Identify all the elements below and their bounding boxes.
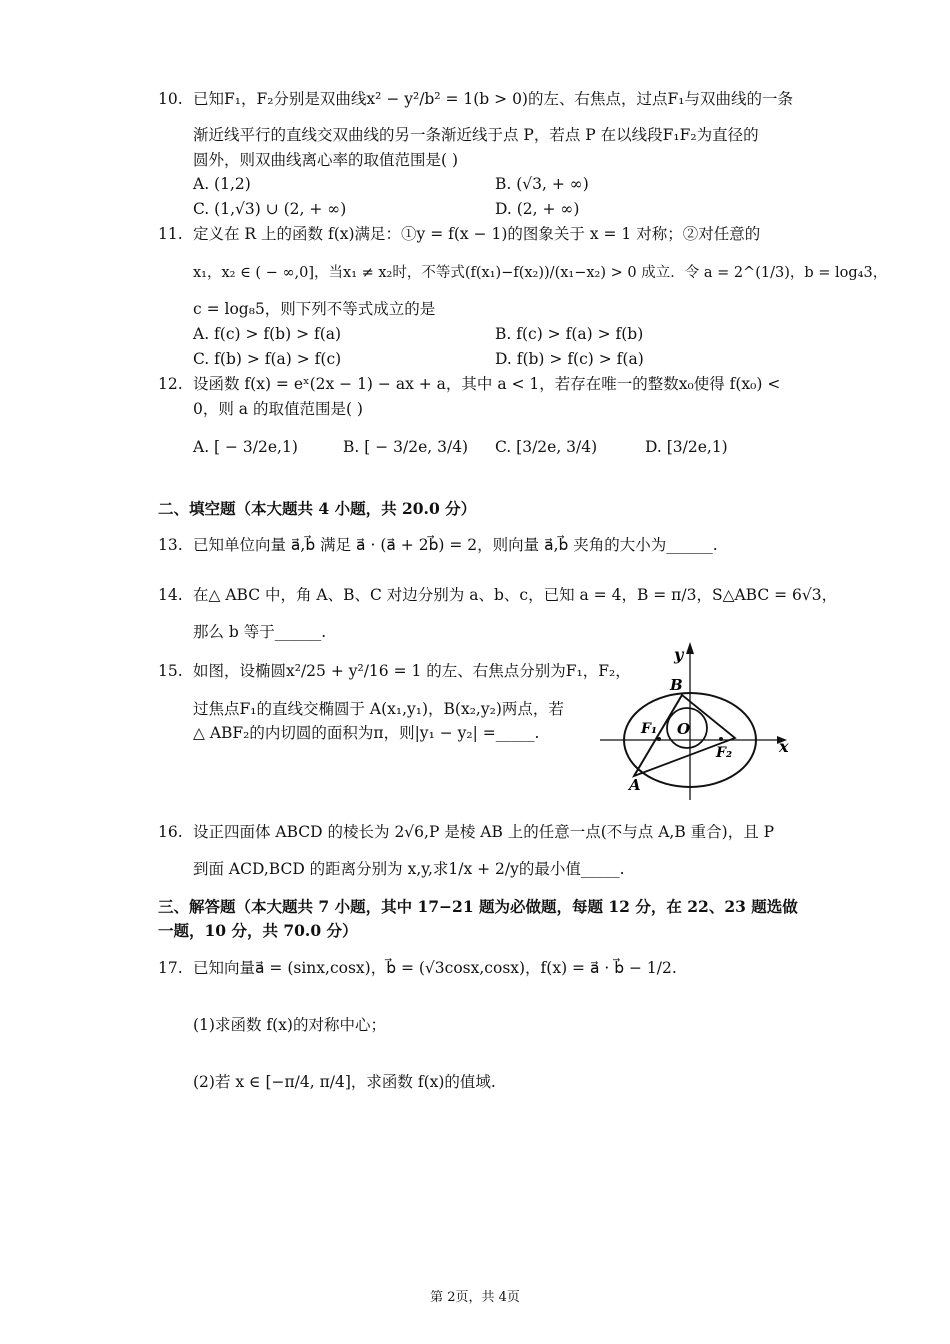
origin-label: O — [677, 720, 691, 738]
q11-option-c: C. f(b) > f(a) > f(c) — [193, 350, 342, 368]
q15-line-2: 过焦点F₁的直线交椭圆于 A(x₁,y₁)，B(x₂,y₂)两点，若 — [193, 700, 564, 718]
q12-option-a: A. [ − 3/2e,1) — [193, 438, 298, 456]
q11-option-b: B. f(c) > f(a) > f(b) — [495, 325, 644, 343]
q16-number: 16. — [158, 823, 183, 841]
q12-option-d: D. [3/2e,1) — [645, 438, 728, 456]
q16-line-1: 设正四面体 ABCD 的棱长为 2√6,P 是棱 AB 上的任意一点(不与点 A,B 重合)，且 P — [193, 823, 775, 841]
q17-number: 17. — [158, 959, 183, 977]
point-a-label: A — [629, 776, 641, 794]
q15-line-3: △ ABF₂的内切圆的面积为π，则|y₁ − y₂| =_____. — [193, 724, 540, 742]
q14-line-1: 在△ ABC 中，角 A、B、C 对边分别为 a、b、c，已知 a = 4，B = π/3，S△ABC = 6√3， — [193, 586, 838, 604]
page-footer: 第 2页，共 4页 — [430, 1290, 520, 1305]
q16-line-2: 到面 ACD,BCD 的距离分别为 x,y,求1/x + 2/y的最小值_____. — [193, 860, 625, 878]
x-axis-label: x — [779, 737, 789, 756]
q15-number: 15. — [158, 662, 183, 680]
q10-option-b: B. (√3, + ∞) — [495, 175, 589, 193]
q10-option-d: D. (2, + ∞) — [495, 200, 580, 218]
section-solution-heading-2: 一题，10 分，共 70.0 分） — [158, 921, 358, 940]
q10-number: 10. — [158, 90, 183, 108]
section-fill-in-heading: 二、填空题（本大题共 4 小题，共 20.0 分） — [158, 499, 477, 518]
q10-line-3: 圆外，则双曲线离心率的取值范围是( ) — [193, 151, 459, 169]
focus-f1-point — [657, 737, 661, 741]
q13-line-1: 已知单位向量 a⃗,b⃗ 满足 a⃗ · (a⃗ + 2b⃗) = 2，则向量 a⃗,b⃗ 夹角的大小为______. — [193, 536, 718, 554]
q12-option-c: C. [3/2e, 3/4) — [495, 438, 598, 456]
q12-number: 12. — [158, 375, 183, 393]
focus-f2-label: F₂ — [716, 745, 733, 761]
q17-part-2: (2)若 x ∈ [−π/4, π/4]，求函数 f(x)的值域. — [193, 1073, 496, 1091]
focus-f2-point — [719, 737, 723, 741]
focus-f1-label: F₁ — [641, 721, 658, 737]
q10-option-a: A. (1,2) — [193, 175, 251, 193]
q13-number: 13. — [158, 536, 183, 554]
q10-line-1: 已知F₁，F₂分别是双曲线x² − y²/b² = 1(b > 0)的左、右焦点，过点F₁与双曲线的一条 — [193, 90, 793, 108]
q14-line-2: 那么 b 等于______. — [193, 623, 327, 641]
point-b-label: B — [670, 676, 683, 694]
q12-line-1: 设函数 f(x) = eˣ(2x − 1) − ax + a，其中 a < 1，若存在唯一的整数x₀使得 f(x₀) < — [193, 375, 781, 393]
q11-line-2: x₁，x₂ ∈ ( − ∞,0]，当x₁ ≠ x₂时，不等式(f(x₁)−f(x₂))/(x₁−x₂) > 0 成立．令 a = 2^(1/3)，b = log₄3， — [193, 265, 888, 281]
q11-line-3: c = log₈5，则下列不等式成立的是 — [193, 300, 436, 318]
q11-line-1: 定义在 R 上的函数 f(x)满足：①y = f(x − 1)的图象关于 x = 1 对称；②对任意的 — [193, 225, 761, 243]
q14-number: 14. — [158, 586, 183, 604]
q17-line-1: 已知向量a⃗ = (sinx,cosx)，b⃗ = (√3cosx,cosx)，f(x) = a⃗ · b⃗ − 1/2. — [193, 959, 677, 977]
q12-line-2: 0，则 a 的取值范围是( ) — [193, 400, 363, 418]
section-solution-heading-1: 三、解答题（本大题共 7 小题，其中 17−21 题为必做题，每题 12 分，在 22、23 题选做 — [158, 897, 798, 916]
q10-line-2: 渐近线平行的直线交双曲线的另一条渐近线于点 P，若点 P 在以线段F₁F₂为直径的 — [193, 126, 759, 144]
q17-part-1: (1)求函数 f(x)的对称中心； — [193, 1016, 386, 1034]
q11-option-a: A. f(c) > f(b) > f(a) — [193, 325, 342, 343]
q10-option-c: C. (1,√3) ∪ (2, + ∞) — [193, 200, 347, 218]
ellipse-figure — [595, 640, 795, 805]
q11-number: 11. — [158, 225, 183, 243]
q12-option-b: B. [ − 3/2e, 3/4) — [343, 438, 469, 456]
q11-option-d: D. f(b) > f(c) > f(a) — [495, 350, 644, 368]
y-axis-label: y — [674, 645, 684, 664]
y-axis-arrow — [686, 642, 694, 654]
q15-line-1: 如图，设椭圆x²/25 + y²/16 = 1 的左、右焦点分别为F₁，F₂， — [193, 662, 631, 680]
